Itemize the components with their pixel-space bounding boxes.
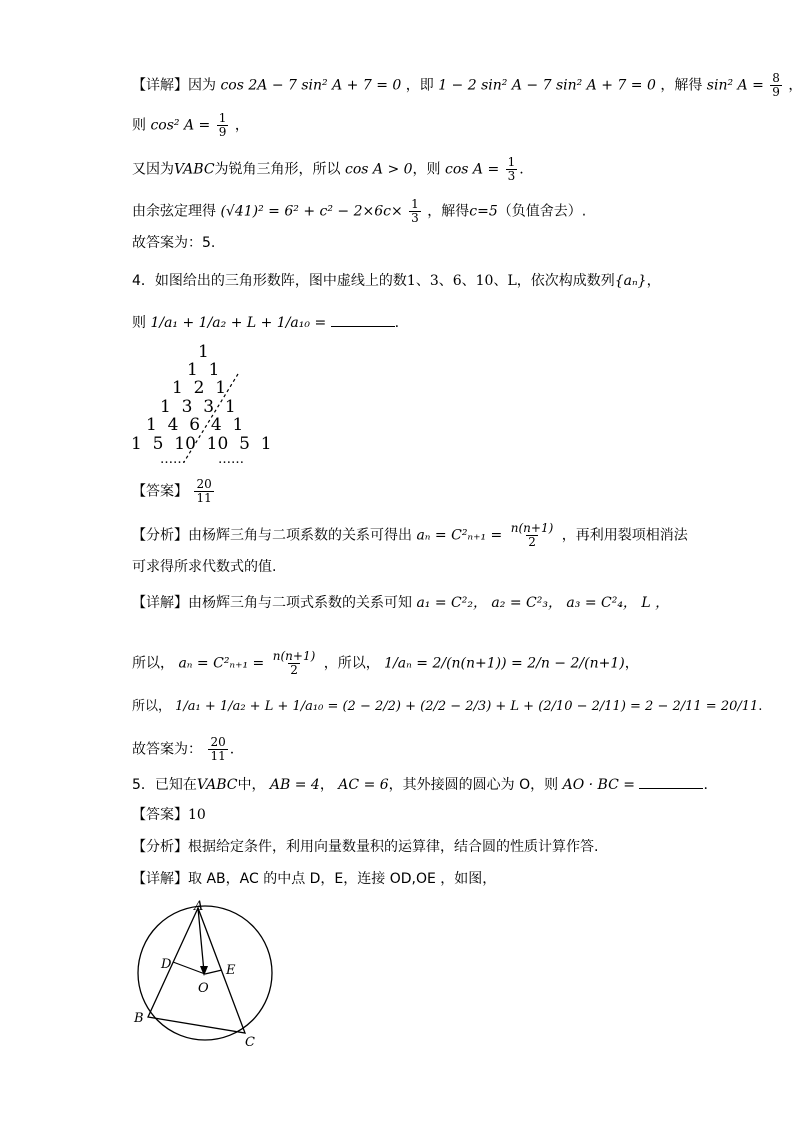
- text: ，即: [405, 77, 434, 94]
- detail-line-3: 又因为VABC为锐角三角形，所以 cos A > 0，则 cos A = $\frac{1}{3}$ .: [132, 155, 524, 184]
- answer-label: 【答案】: [132, 483, 188, 500]
- q5-detail-line: [132, 872, 496, 886]
- condition: AC = 6: [338, 777, 389, 793]
- label-e: E: [226, 963, 236, 978]
- text: ，解得: [660, 77, 703, 94]
- answer-blank: [331, 325, 395, 327]
- ellipsis-symbol: L: [507, 273, 517, 289]
- equation: cos 2A − 7 sin² A + 7 = 0: [220, 77, 402, 94]
- equation: (√41)² = 6² + c² − 2×6c×: [220, 203, 403, 220]
- triangle-row: 1 5 10 10 5 1: [131, 434, 272, 454]
- text: 为锐角三角形，所以: [214, 161, 341, 178]
- analysis-label: 【分析】: [132, 527, 188, 544]
- answer-blank: [639, 787, 703, 789]
- detail-text: 取 AB，AC 的中点 D，E，连接 OD,OE ，如图，: [188, 871, 497, 887]
- triangle-row: 1 1: [187, 360, 220, 380]
- detail-text: 由杨辉三角与二项式系数的关系可知: [188, 595, 412, 611]
- analysis-line-1: [132, 522, 688, 549]
- analysis-line-2: 可求得所求代数式的值.: [132, 559, 277, 575]
- text: 则: [132, 117, 146, 134]
- question-text: ，依次构成数列: [516, 273, 615, 289]
- answer-label: 【答案】: [132, 807, 188, 823]
- equation: sin² A =: [706, 77, 764, 94]
- detail-line-2: 则 cos² A = $\frac{1}{9}$ ，: [132, 111, 249, 140]
- label-c: C: [245, 1035, 255, 1050]
- arrowhead: [200, 966, 208, 976]
- vector-expression: AO · BC =: [562, 777, 635, 793]
- equation: 1 − 2 sin² A − 7 sin² A + 7 = 0: [438, 77, 656, 94]
- note: （负值舍去）.: [497, 203, 587, 220]
- sequence-symbol: {aₙ}: [614, 273, 647, 289]
- fraction: [409, 198, 421, 225]
- triangle-row: 1 2 1: [172, 378, 227, 398]
- fraction: [208, 736, 227, 763]
- answer-value: 10: [188, 807, 206, 823]
- segment-od: [173, 962, 205, 974]
- fraction: [506, 156, 518, 183]
- result: c=5: [469, 203, 498, 220]
- detail-line: [132, 596, 669, 610]
- equation: 1/a₁ + 1/a₂ + L + 1/a₁₀ =: [150, 315, 327, 331]
- fraction: [770, 72, 782, 99]
- triangle-dots: ……: [160, 452, 186, 467]
- text: ，则: [412, 161, 441, 178]
- final-answer-line: 故答案为： $\frac{20}{11}$ .: [132, 735, 235, 764]
- denominator: 9: [772, 85, 780, 100]
- equation: a₁ = C²₂， a₂ = C²₃， a₃ = C²₄， L ，: [416, 595, 670, 611]
- question-text: 中，: [237, 777, 266, 793]
- label-o: O: [198, 981, 209, 996]
- dashed-diagonal: [180, 372, 244, 466]
- detail-label: 【详解】: [132, 595, 188, 611]
- question-text: 4．如图给出的三角形数阵，图中虚线上的数: [132, 273, 407, 289]
- fraction: [271, 650, 318, 677]
- text: 所以，: [132, 655, 174, 672]
- answer-line: 故答案为：5.: [132, 235, 216, 251]
- label-d: D: [161, 957, 172, 972]
- denominator: 9: [218, 125, 227, 140]
- denominator: 3: [507, 169, 516, 184]
- triangle-row: 1 3 3 1: [160, 397, 236, 417]
- question-4-line-2: 则 1/a₁ + 1/a₂ + L + 1/a₁₀ = .: [132, 315, 400, 331]
- question-text: ，其外接圆的圆心为 O，则: [388, 777, 559, 793]
- numerator: 20: [210, 735, 226, 749]
- numerator: 1: [507, 155, 516, 169]
- text: 故答案为：: [132, 741, 202, 758]
- analysis-text: ，再利用裂项相消法: [561, 527, 688, 544]
- triangle-row: 1: [198, 342, 209, 362]
- label-a: A: [194, 899, 204, 914]
- equation: cos A > 0: [344, 161, 413, 178]
- denominator: 11: [196, 491, 212, 506]
- denominator: 11: [210, 749, 226, 764]
- so-line-1: 所以， aₙ = C²ₙ₊₁ = $\frac{n(n+1)}{2}$ ，所以， 1/aₙ = 2/(n(n+1)) = 2/n − 2/(n+1)，: [132, 649, 639, 678]
- denominator: 3: [411, 211, 419, 226]
- question-text: 5．已知在: [132, 777, 197, 793]
- label-b: B: [134, 1011, 144, 1026]
- q5-answer-line: [132, 808, 206, 822]
- numerator: 8: [772, 71, 780, 85]
- detail-line-1: 【详解】因为 cos 2A − 7 sin² A + 7 = 0 ，即 1 − 2 sin² A − 7 sin² A + 7 = 0 ，解得 sin² A = $\frac{8}{9}$ ，: [132, 71, 802, 100]
- text: 又因为: [132, 161, 174, 178]
- q5-analysis-line: [132, 840, 598, 854]
- equation: cos A =: [445, 161, 500, 178]
- triangle-name: VABC: [174, 161, 215, 178]
- equation: 1/aₙ = 2/(n(n+1)) = 2/n − 2/(n+1): [384, 655, 625, 672]
- numerator: n(n+1): [510, 521, 554, 535]
- so-line-2: 所以， 1/a₁ + 1/a₂ + L + 1/a₁₀ = (2 − 2/2) + (2/2 − 2/3) + L + (2/10 − 2/11) = 2 − 2/11 = 20/11.: [132, 699, 763, 714]
- equation: aₙ = C²ₙ₊₁ =: [178, 655, 265, 672]
- question-4-line-1: 4．如图给出的三角形数阵，图中虚线上的数1、3、6、10、L，依次构成数列{aₙ}，: [132, 273, 661, 289]
- question-text: 则: [132, 315, 146, 331]
- equation: 1/a₁ + 1/a₂ + L + 1/a₁₀ = (2 − 2/2) + (2/2 − 2/3) + L + (2/10 − 2/11) = 2 − 2/11 = 20/11: [175, 699, 759, 714]
- denominator: 2: [290, 663, 298, 678]
- question-5-line: 5．已知在VABC中， AB = 4， AC = 6，其外接圆的圆心为 O，则 AO · BC = .: [132, 777, 708, 793]
- detail-label: 【详解】因为: [132, 77, 216, 94]
- detail-line-4: [132, 198, 586, 225]
- fraction: [194, 478, 213, 505]
- text: ，解得: [427, 203, 470, 220]
- triangle-row: 1 4 6 4 1: [146, 415, 244, 435]
- fraction: [509, 522, 556, 549]
- analysis-text: 根据给定条件，利用向量数量积的运算律，结合圆的性质计算作答.: [188, 839, 599, 855]
- text: 由余弦定理得: [132, 203, 216, 220]
- triangle-dots: ……: [218, 452, 244, 467]
- detail-label: 【详解】: [132, 871, 188, 887]
- sequence-terms: 1、3、6、10、: [406, 273, 508, 289]
- fraction: [217, 112, 229, 139]
- triangle-name: VABC: [196, 777, 238, 793]
- numerator: 20: [196, 477, 212, 491]
- analysis-text: 由杨辉三角与二项系数的关系可得出: [188, 527, 412, 544]
- text: ，所以，: [323, 655, 380, 672]
- denominator: 2: [528, 535, 536, 550]
- text: 所以，: [132, 699, 172, 714]
- equation: cos² A =: [150, 117, 211, 134]
- condition: AB = 4: [269, 777, 320, 793]
- numerator: 1: [411, 197, 419, 211]
- analysis-label: 【分析】: [132, 839, 188, 855]
- equation: aₙ = C²ₙ₊₁ =: [416, 527, 503, 544]
- numerator: 1: [218, 111, 227, 125]
- numerator: n(n+1): [272, 649, 316, 663]
- segment-oe: [205, 970, 222, 974]
- circle-geometry-figure: [128, 900, 288, 1050]
- answer-row: [132, 478, 216, 505]
